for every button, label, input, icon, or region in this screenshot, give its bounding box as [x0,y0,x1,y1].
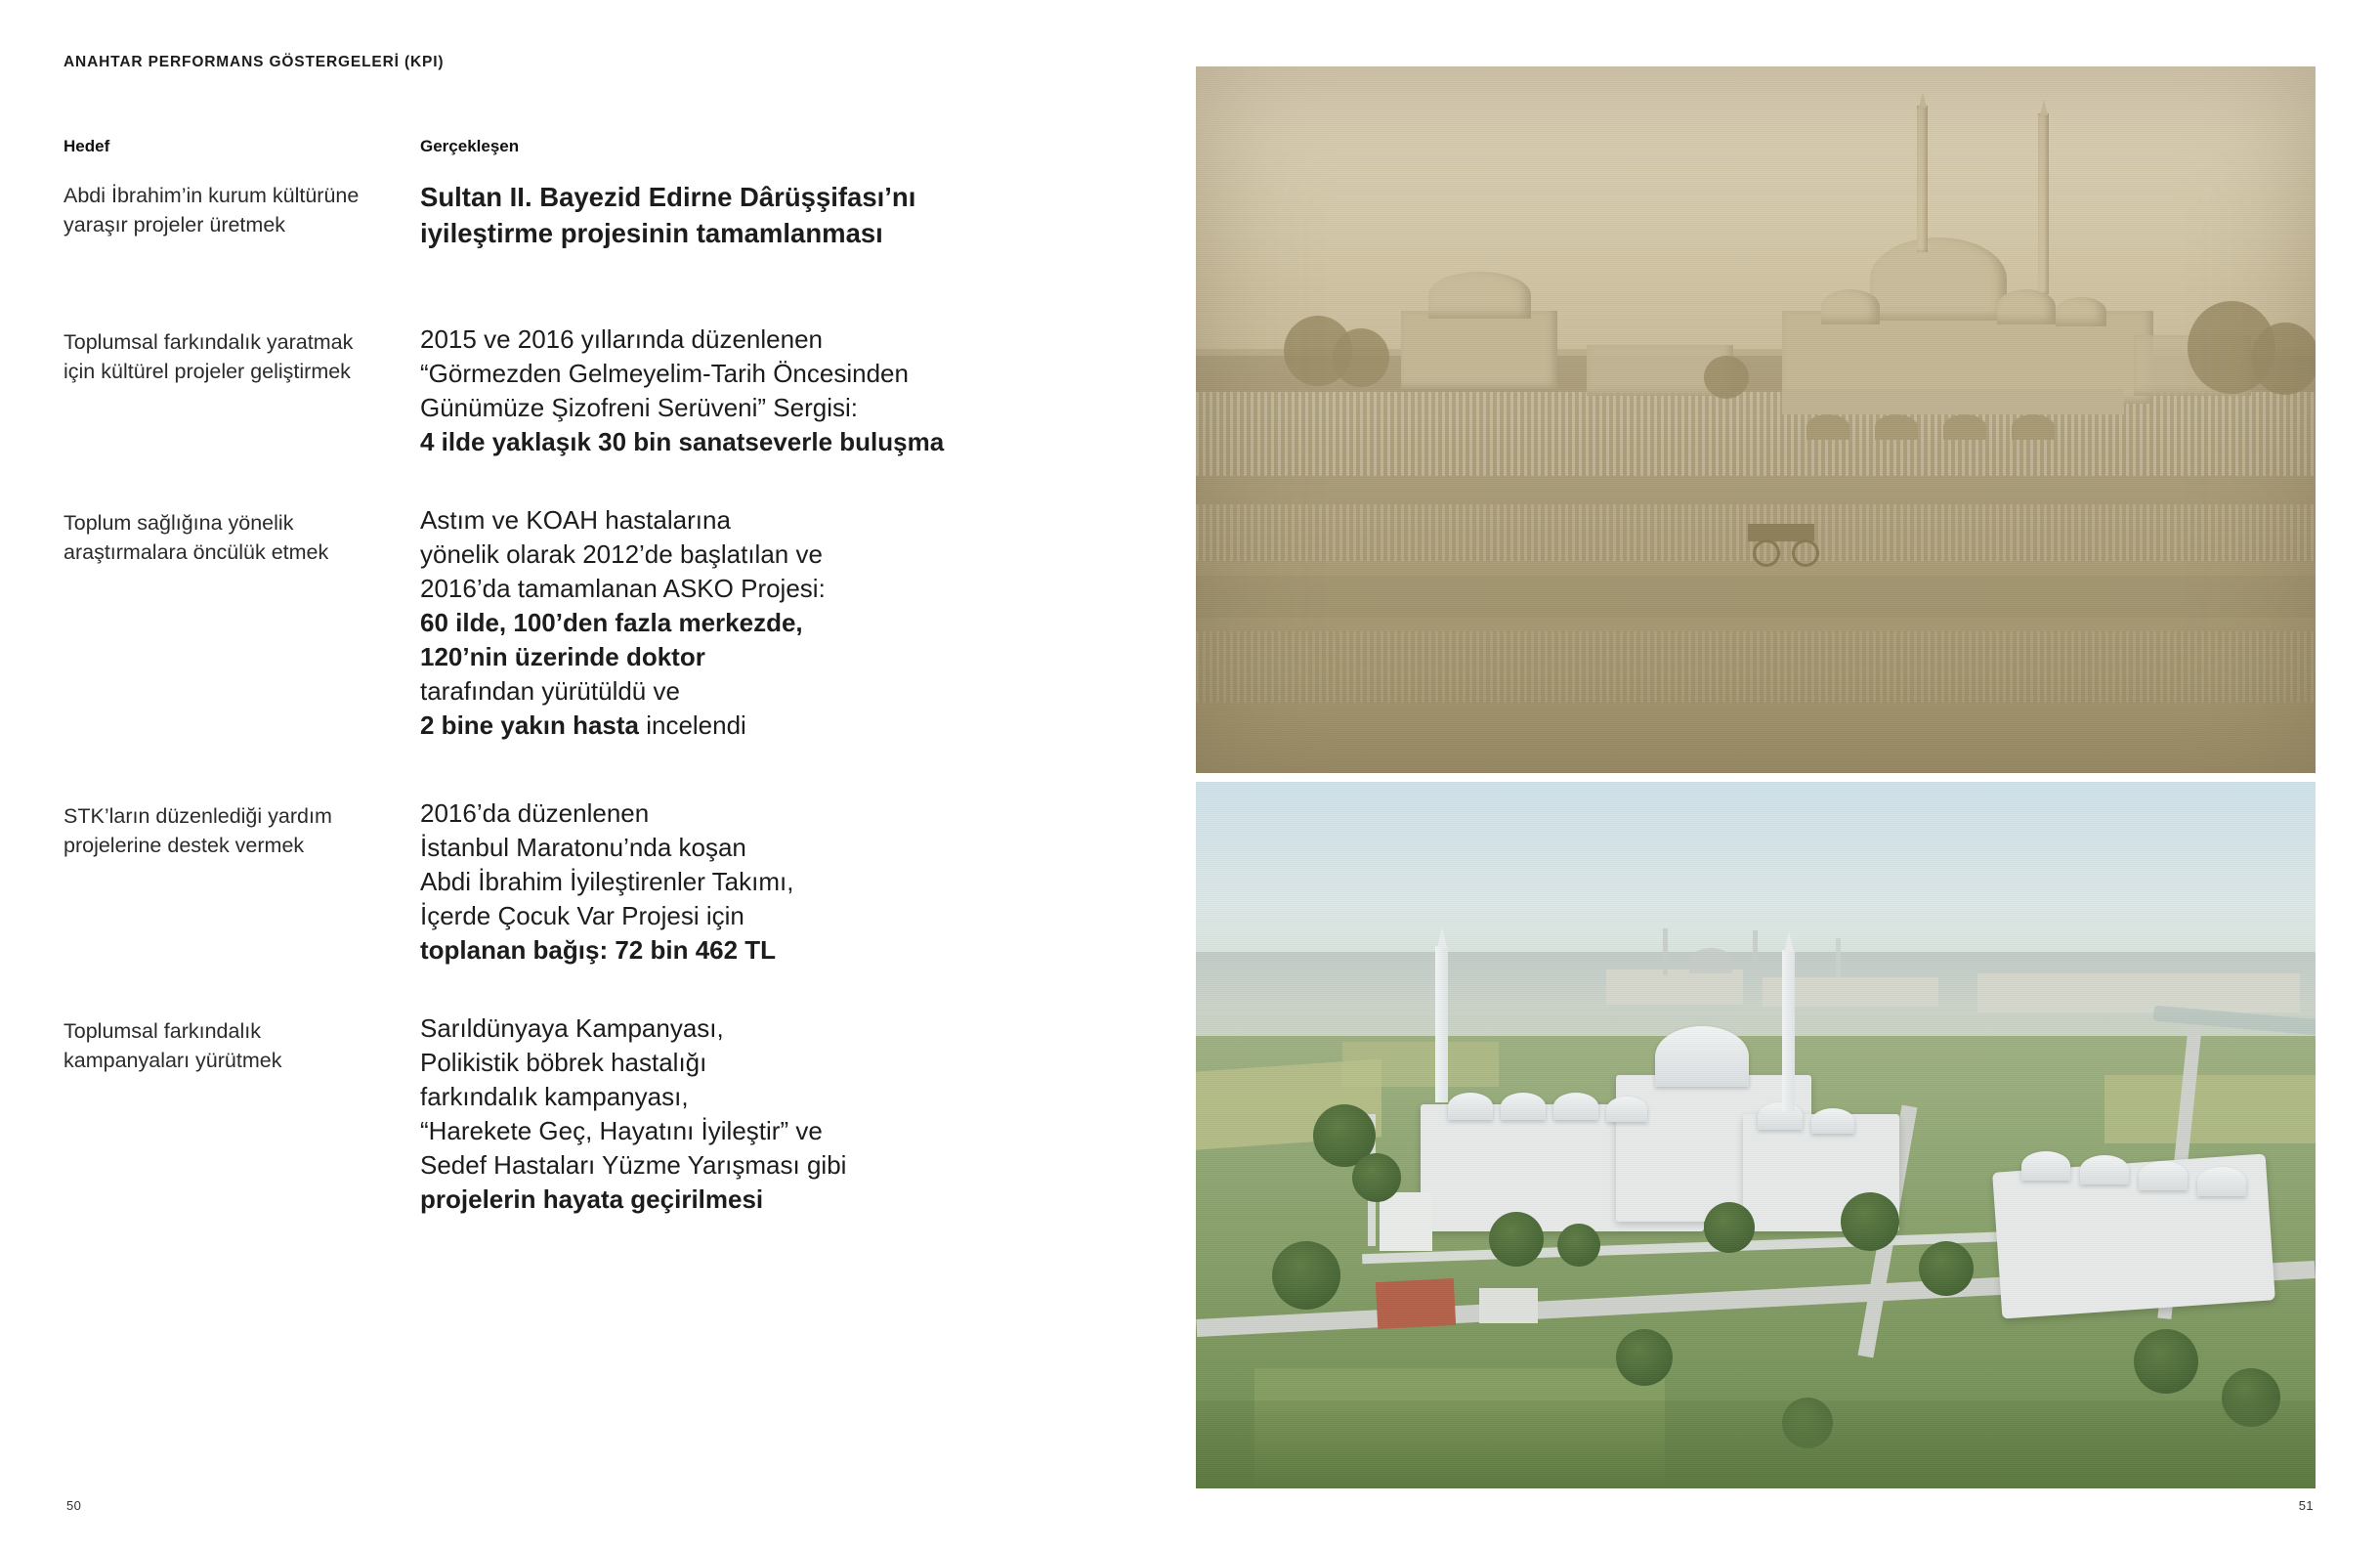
result-line-tail: incelendi [638,710,746,740]
aerial-dome [2021,1151,2070,1181]
aerial-foreground [1196,1400,2316,1488]
aerial-tree [1272,1241,1340,1310]
result-line: Sultan II. Bayezid Edirne Dârüşşifası’nı [420,182,916,212]
table-row [64,181,1148,327]
result-line: İstanbul Maratonu’nda koşan [420,833,746,862]
aerial-dome [1606,1097,1647,1122]
result-line-emphasis: 2 bine yakın hasta [420,710,639,740]
goal-text: Toplum sağlığına yönelik araştırmalara öncülük etmek [64,511,329,564]
aerial-minaret [1435,946,1448,1102]
result-line: Günümüze Şizofreni Serüveni” Sergisi: [420,393,858,422]
result-line-mixed [420,709,1104,743]
result-line-emphasis: projelerin hayata geçirilmesi [420,1184,764,1214]
result-text [420,503,1104,743]
photo-cart-wheel [1792,539,1819,567]
aerial-photo [1196,782,2316,1488]
photo-field [1196,631,2316,702]
photo-dome [2056,297,2106,326]
aerial-tree [1841,1192,1899,1251]
photo-tree [1704,356,1749,399]
aerial-main-dome [1655,1026,1749,1087]
photo-dome [1428,272,1531,319]
aerial-tree [1704,1202,1755,1253]
column-header-goal: Hedef [64,137,110,155]
result-line: 2016’da düzenlenen [420,798,650,828]
result-line: Abdi İbrahim İyileştirenler Takımı, [420,867,794,896]
historic-photo [1196,66,2316,773]
aerial-far-mosque-dome [1689,948,1732,973]
photo-sky [1196,66,2316,349]
photo-building [1401,311,1557,389]
photo-bridge-arch [2012,414,2055,440]
page-number-right: 51 [2298,1498,2314,1513]
aerial-far-minaret [1753,930,1758,975]
photo-cart-wheel [1753,539,1780,567]
photo-dome [1997,289,2056,324]
result-line-emphasis: 4 ilde yaklaşık 30 bin sanatseverle buluşma [420,427,945,456]
goal-text: Abdi İbrahim’in kurum kültürüne yaraşır projeler üretmek [64,184,360,237]
aerial-dome [1553,1093,1598,1120]
aerial-tree [1557,1224,1600,1267]
photo-minaret [1917,106,1928,252]
photo-bridge-arch [1943,414,1986,440]
aerial-tree [1919,1241,1974,1296]
photo-dome [1821,289,1880,324]
table-row [64,505,1148,801]
result-line: 2015 ve 2016 yıllarında düzenlenen [420,324,823,354]
right-page [1190,0,2380,1550]
aerial-minaret [1782,950,1795,1111]
aerial-dome [1811,1108,1854,1134]
aerial-dome [1501,1093,1546,1120]
aerial-dome [2139,1161,2188,1190]
aerial-field [2104,1075,2316,1143]
table-row [64,324,1148,508]
result-line: Astım ve KOAH hastalarına [420,505,731,535]
result-line-emphasis: toplanan bağış: 72 bin 462 TL [420,935,777,965]
aerial-gate-building [1380,1192,1432,1251]
result-line: Sarıldünyaya Kampanyası, [420,1013,724,1043]
kpi-table [64,181,1148,1270]
goal-text: STK’ların düzenlediği yardım projelerine destek vermek [64,804,332,857]
photo-band [1196,576,2316,618]
aerial-city-block [1606,969,1743,1005]
aerial-dome [1448,1093,1493,1120]
result-line: “Harekete Geç, Hayatını İyileştir” ve [420,1116,823,1145]
aerial-dome [2080,1155,2129,1184]
section-label: ANAHTAR PERFORMANS GÖSTERGELERİ (KPI) [64,54,445,70]
aerial-city-block [1977,973,2300,1012]
photo-bridge [1782,389,2124,414]
result-text [420,179,1104,251]
table-row [64,1013,1148,1270]
aerial-tree [1489,1212,1544,1267]
result-line: tarafından yürütüldü ve [420,676,680,706]
aerial-far-minaret [1836,938,1841,977]
aerial-red-roof [1376,1278,1456,1329]
aerial-far-minaret [1663,928,1668,975]
result-line: farkındalık kampanyası, [420,1082,689,1111]
photo-minaret [2038,113,2049,294]
photo-band [1196,476,2316,504]
result-line-emphasis: 120’nin üzerinde doktor [420,642,705,671]
result-line: 2016’da tamamlanan ASKO Projesi: [420,574,826,603]
photo-dome [1870,237,2007,321]
result-line: Polikistik böbrek hastalığı [420,1048,707,1077]
page-number-left: 50 [66,1498,82,1513]
aerial-tree [1616,1329,1673,1386]
result-line: “Görmezden Gelmeyelim-Tarih Öncesinden [420,359,909,388]
photo-field [1196,392,2316,477]
result-text [420,323,1104,459]
goal-text: Toplumsal farkındalık kampanyaları yürütmek [64,1019,282,1072]
aerial-tree [2134,1329,2198,1394]
result-line: Sedef Hastaları Yüzme Yarışması gibi [420,1150,847,1180]
photo-bridge-arch [1806,414,1849,440]
photo-tree [2251,323,2316,395]
result-text [420,797,1104,968]
photo-tree [1333,328,1389,387]
photo-bridge-arch [1875,414,1918,440]
result-line-emphasis: 60 ilde, 100’den fazla merkezde, [420,608,803,637]
aerial-dome [1758,1102,1803,1130]
column-header-result: Gerçekleşen [420,137,520,155]
aerial-dome [2197,1167,2246,1196]
result-line: İçerde Çocuk Var Projesi için [420,901,744,930]
aerial-tree [1352,1153,1401,1202]
result-line: yönelik olarak 2012’de başlatılan ve [420,539,823,569]
aerial-field [1342,1042,1499,1087]
result-text [420,1012,1104,1217]
table-row [64,798,1148,1016]
goal-text: Toplumsal farkındalık yaratmak için kültürel projeler geliştirmek [64,330,354,383]
result-line: iyileştirme projesinin tamamlanması [420,218,883,248]
aerial-small-building [1479,1288,1538,1323]
